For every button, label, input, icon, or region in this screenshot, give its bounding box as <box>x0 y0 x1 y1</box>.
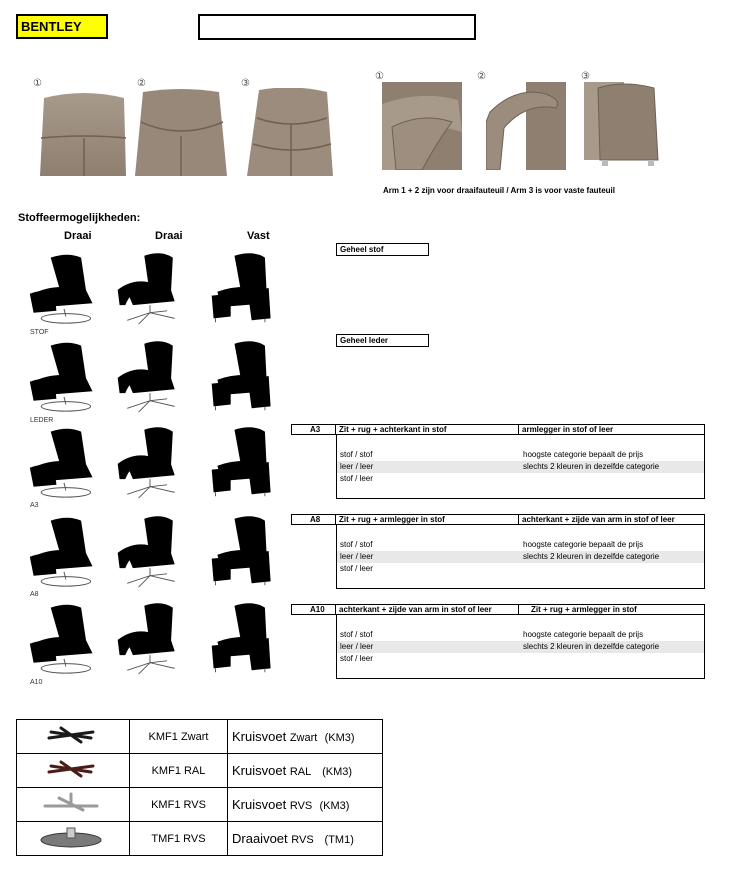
row-label: A3 <box>30 502 39 509</box>
option-row: stof / leer <box>340 564 373 573</box>
arm-caption: Arm 1 + 2 zijn voor draaifauteuil / Arm 3 is voor vaste fauteuil <box>383 186 615 195</box>
column-head-swivel: Draai <box>155 230 183 242</box>
foot-image-cell <box>17 754 130 788</box>
title-box <box>198 14 476 40</box>
back-photo-1 <box>38 88 130 176</box>
feet-row <box>17 754 383 788</box>
arm-photo-2 <box>486 82 566 170</box>
back-photo-3 <box>245 88 335 176</box>
chair-drawing <box>206 513 282 589</box>
option-row: leer / leer slechts 2 kleuren in dezelfde categorie <box>337 461 704 473</box>
cross-foot-icon <box>21 788 121 816</box>
option-code: A3 <box>291 425 336 434</box>
chair-drawing <box>112 424 188 500</box>
option-left-head: Zit + rug + achterkant in stof <box>336 425 519 434</box>
foot-description: Kruisvoet Zwart (KM3) <box>228 720 383 754</box>
row-label: LEDER <box>30 417 54 424</box>
arm-option-number: ② <box>477 71 486 82</box>
cross-foot-icon <box>21 720 121 748</box>
back-option-number: ② <box>137 78 146 89</box>
chair-drawing <box>26 600 102 676</box>
foot-image-cell <box>17 822 130 856</box>
row-label: A8 <box>30 591 39 598</box>
foot-description: Kruisvoet RAL (KM3) <box>228 754 383 788</box>
option-right-head: Zit + rug + armlegger in stof <box>519 605 705 614</box>
chair-drawing <box>26 338 102 414</box>
option-row: stof / leer <box>340 654 373 663</box>
full-leather-label: Geheel leder <box>336 334 429 347</box>
arm-option-number: ③ <box>581 71 590 82</box>
brand-label: BENTLEY <box>16 14 108 39</box>
arm-option-number: ① <box>375 71 384 82</box>
chair-drawing <box>206 250 282 326</box>
column-head-swivel: Draai <box>64 230 92 242</box>
cross-foot-icon <box>21 754 121 782</box>
foot-code: KMF1 RVS <box>130 788 228 822</box>
arm-photo-3 <box>584 82 662 170</box>
chair-drawing <box>112 250 188 326</box>
chair-drawing <box>26 513 102 589</box>
option-row: stof / leer <box>340 474 373 483</box>
chair-drawing <box>112 338 188 414</box>
arm-photo-1 <box>382 82 462 170</box>
foot-description: Kruisvoet RVS (KM3) <box>228 788 383 822</box>
feet-table <box>16 719 383 856</box>
option-row: stof / stof hoogste categorie bepaalt de prijs <box>340 630 644 639</box>
chair-drawing <box>206 338 282 414</box>
option-right-head: armlegger in stof of leer <box>519 425 705 434</box>
option-table-a8 <box>291 514 705 589</box>
option-row: leer / leer slechts 2 kleuren in dezelfde categorie <box>337 641 704 653</box>
feet-row <box>17 720 383 754</box>
foot-code: KMF1 Zwart <box>130 720 228 754</box>
chair-drawing <box>206 600 282 676</box>
row-label: STOF <box>30 329 49 336</box>
back-option-number: ③ <box>241 78 250 89</box>
feet-row <box>17 822 383 856</box>
upholstery-title: Stoffeermogelijkheden: <box>18 212 141 224</box>
chair-drawing <box>26 250 102 326</box>
chair-drawing <box>112 513 188 589</box>
option-right-head: achterkant + zijde van arm in stof of leer <box>519 515 705 524</box>
full-fabric-label: Geheel stof <box>336 243 429 256</box>
feet-row <box>17 788 383 822</box>
option-row: stof / stof hoogste categorie bepaalt de prijs <box>340 540 644 549</box>
option-code: A8 <box>291 515 336 524</box>
option-table-a10 <box>291 604 705 679</box>
option-row: leer / leer slechts 2 kleuren in dezelfde categorie <box>337 551 704 563</box>
foot-image-cell <box>17 788 130 822</box>
column-head-fixed: Vast <box>247 230 270 242</box>
option-left-head: achterkant + zijde van arm in stof of leer <box>336 605 519 614</box>
option-left-head: Zit + rug + armlegger in stof <box>336 515 519 524</box>
option-table-a3 <box>291 424 705 499</box>
disc-foot-icon <box>21 822 121 850</box>
option-row: stof / stof hoogste categorie bepaalt de prijs <box>340 450 644 459</box>
chair-drawing <box>112 600 188 676</box>
chair-drawing <box>206 424 282 500</box>
back-option-number: ① <box>33 78 42 89</box>
row-label: A10 <box>30 679 43 686</box>
foot-description: Draaivoet RVS (TM1) <box>228 822 383 856</box>
foot-code: TMF1 RVS <box>130 822 228 856</box>
chair-drawing <box>26 424 102 500</box>
back-photo-2 <box>133 88 228 176</box>
foot-image-cell <box>17 720 130 754</box>
foot-code: KMF1 RAL <box>130 754 228 788</box>
option-code: A10 <box>291 605 336 614</box>
